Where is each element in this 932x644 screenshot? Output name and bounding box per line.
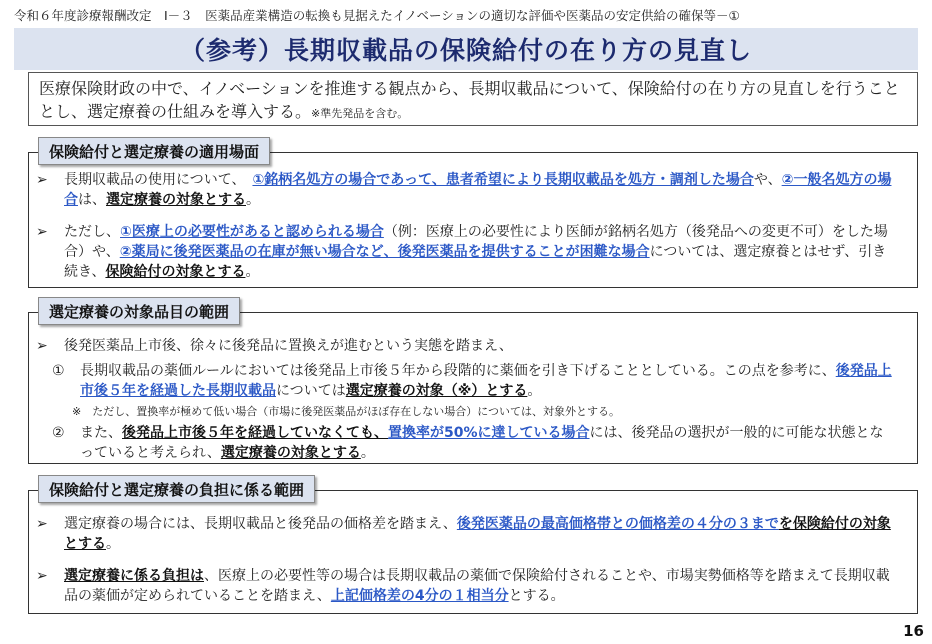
text-run: 。 [360,445,375,461]
text-run: ただし、 [64,224,120,240]
section-label-scope: 選定療養の対象品目の範囲 [38,297,240,325]
item-text [80,423,892,463]
intro-text: 医療保険財政の中で、イノベーションを推進する観点から、長期収載品について、保険給付の在り方の見直しを行うこととし、選定療養の仕組みを導入する。 [39,79,900,121]
text-run: （例：医療上の必要性により医師が銘柄名処方（後発品への変更不可）をした場合）や、 [64,224,888,260]
emphasis-text: 上記価格差の4分の１相当分 [330,588,509,604]
emphasis-text: 保険給付の対象とする [105,264,246,280]
emphasis-text: 選定療養の対象とする [106,192,246,208]
emphasis-text: 選定療養の対象とする [220,445,361,461]
emphasis-text: 置換率が50%に達している場合 [388,425,590,441]
title-banner [14,28,918,70]
emphasis-text: ①医療上の必要性があると認められる場合 [120,224,384,240]
text-run: 。 [527,383,542,399]
bullet-text [64,566,900,606]
bullet-item [36,514,900,554]
bullet-item [36,170,900,210]
text-run: 。 [245,264,260,280]
bullet-text [64,222,900,282]
emphasis-text: ①銘柄名処方の場合であって、患者希望により長期収載品を処方・調剤した場合 [252,172,754,188]
text-run: 長期収載品の使用について、 [64,172,253,188]
item-number: ① [52,363,65,379]
section-label-application: 保険給付と選定療養の適用場面 [38,137,270,165]
section-label-burden: 保険給付と選定療養の負担に係る範囲 [38,475,315,503]
text-run: 、医療上の必要性等の場合は長期収載品の薬価で保険給付されることや、市場実勢価格等を踏まえて長期収載品の薬価が定められていることを踏まえ、 [64,568,890,604]
text-run: については [276,383,346,399]
text-run: 。 [106,536,120,552]
arrow-bullet-icon: ➢ [36,172,48,188]
text-run: には、後発品の選択が一般的に可能な状態となっていると考えられ、 [80,425,884,461]
arrow-bullet-icon: ➢ [36,224,48,240]
page-title: （参考）長期収載品の保険給付の在り方の見直し [179,36,752,65]
emphasis-text: ②薬局に後発医薬品の在庫が無い場合など、後発医薬品を提供することが困難な場合 [119,244,650,260]
text-run: は、 [78,192,106,208]
text-run: や、 [753,172,782,188]
arrow-bullet-icon: ➢ [36,516,48,532]
emphasis-text: 後発医薬品の最高価格帯との価格差の４分の３まで [456,516,779,532]
numbered-item [52,361,892,401]
item-text [80,361,892,401]
text-run: とする。 [508,588,565,604]
emphasis-text: を保険給付の対象とする [64,516,891,552]
emphasis-text: ②一般名処方の場合 [64,172,892,208]
arrow-bullet-icon: ➢ [36,338,48,354]
bullet-item [36,566,900,606]
bullet-text [64,170,900,210]
intro-box [28,72,918,126]
text-run: 後発医薬品上市後、徐々に後発品に置換えが進むという実態を踏まえ、 [64,338,513,354]
arrow-bullet-icon: ➢ [36,568,48,584]
bullet-text [64,336,900,356]
bullet-text [64,514,900,554]
emphasis-text: 選定療養に係る負担は [64,568,204,584]
emphasis-text: 後発品上市後５年を経過していなくても、 [122,425,388,441]
header-breadcrumb: 令和６年度診療報酬改定 Ⅰ－３ 医薬品産業構造の転換も見据えたイノベーションの適切な評価や医薬品の安定供給の確保等－① [14,8,740,23]
bullet-item [36,336,900,356]
text-run: また、 [80,425,122,441]
footnote: ※ ただし、置換率が極めて低い場合（市場に後発医薬品がほぼ存在しない場合）については、対象外とする。 [72,405,620,418]
text-run: については、選定療養とはせず、引き続き、 [64,244,887,280]
intro-note: ※準先発品を含む。 [311,107,409,120]
bullet-item [36,222,900,282]
text-run: 長期収載品の薬価ルールにおいては後発品上市後５年から段階的に薬価を引き下げることとしている。この点を参考に、 [80,363,836,379]
emphasis-text: 選定療養の対象（※）とする [345,383,528,399]
numbered-item [52,423,892,463]
emphasis-text: 後発品上市後５年を経過した長期収載品 [80,363,892,399]
text-run: 選定療養の場合には、長期収載品と後発品の価格差を踏まえ、 [64,516,457,532]
text-run: 。 [246,192,260,208]
page-number: 16 [903,622,924,640]
item-number: ② [52,425,65,441]
